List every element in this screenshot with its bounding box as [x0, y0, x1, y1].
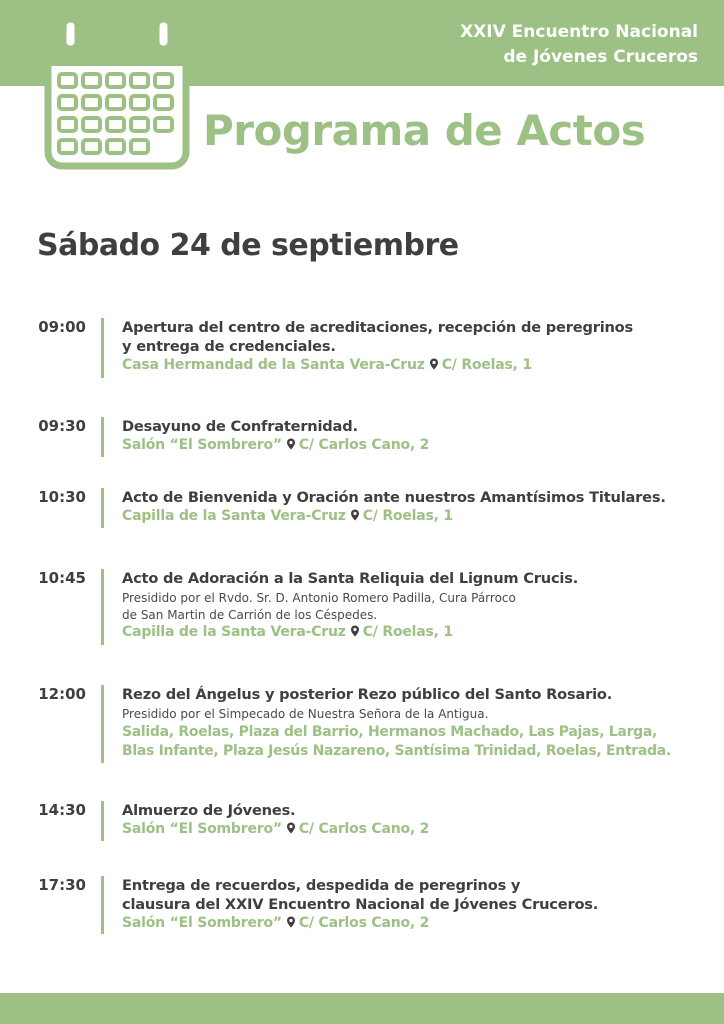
event-time: 10:45	[38, 569, 86, 587]
event-title-line1: XXIV Encuentro Nacional	[460, 22, 698, 42]
location-place: Casa Hermandad de la Santa Vera-Cruz	[122, 357, 425, 373]
timeline-bar	[101, 569, 104, 645]
event-time: 09:00	[38, 318, 86, 336]
event-name: Entrega de recuerdos, despedida de peregrinos y clausura del XXIV Encuentro Nacional de Jóvenes Cruceros.	[122, 877, 599, 913]
event-time: 17:30	[38, 876, 86, 894]
event-description: Presidido por el Simpecado de Nuestra Señora de la Antigua.	[122, 707, 489, 721]
location-pin-icon	[429, 358, 439, 370]
location-address: C/ Carlos Cano, 2	[298, 915, 430, 931]
timeline-bar	[101, 417, 104, 457]
location-place: Salón “El Sombrero”	[122, 821, 282, 837]
location-pin-icon	[286, 916, 296, 928]
event-name: Desayuno de Confraternidad.	[122, 418, 358, 435]
location-pin-icon	[286, 822, 296, 834]
event-title	[460, 20, 698, 70]
timeline-bar	[101, 876, 104, 934]
timeline-bar	[101, 318, 104, 378]
page-title: Programa de Actos	[203, 106, 646, 155]
event-time: 12:00	[38, 685, 86, 703]
location-address: C/ Roelas, 1	[362, 508, 453, 524]
event-name: Rezo del Ángelus y posterior Rezo público del Santo Rosario.	[122, 686, 613, 703]
location-address: C/ Roelas, 1	[362, 624, 453, 640]
procession-route: Salida, Roelas, Plaza del Barrio, Hermanos Machado, Las Pajas, Larga, Blas Infante, Plaza Jesús Nazareno, Santísima Trinidad, Roelas, Entrada.	[122, 723, 671, 759]
location-address: C/ Carlos Cano, 2	[298, 437, 430, 453]
event-location	[122, 356, 717, 375]
event-name: Acto de Adoración a la Santa Reliquia del Lignum Crucis.	[122, 570, 579, 587]
location-address: C/ Roelas, 1	[441, 357, 532, 373]
location-pin-icon	[286, 438, 296, 450]
event-name: Apertura del centro de acreditaciones, recepción de peregrinos y entrega de credenciales.	[122, 319, 633, 355]
location-place: Salón “El Sombrero”	[122, 915, 282, 931]
footer-band	[0, 993, 724, 1024]
timeline-bar	[101, 488, 104, 528]
event-description: Presidido por el Rvdo. Sr. D. Antonio Romero Padilla, Cura Párroco de San Martin de Carrión de los Céspedes.	[122, 591, 516, 622]
event-location	[122, 914, 717, 933]
event-location	[122, 507, 717, 526]
location-place: Salón “El Sombrero”	[122, 437, 282, 453]
location-place: Capilla de la Santa Vera-Cruz	[122, 624, 346, 640]
event-title-line2: de Jóvenes Cruceros	[503, 47, 698, 67]
timeline-bar	[101, 685, 104, 763]
location-place: Capilla de la Santa Vera-Cruz	[122, 508, 346, 524]
day-heading: Sábado 24 de septiembre	[37, 228, 459, 263]
event-time: 10:30	[38, 488, 86, 506]
event-location	[122, 820, 717, 839]
location-pin-icon	[350, 625, 360, 637]
event-location	[122, 436, 717, 455]
event-name: Acto de Bienvenida y Oración ante nuestros Amantísimos Titulares.	[122, 489, 666, 506]
timeline-bar	[101, 801, 104, 841]
location-pin-icon	[350, 509, 360, 521]
event-time: 09:30	[38, 417, 86, 435]
event-location	[122, 623, 717, 642]
calendar-icon	[44, 18, 190, 170]
location-address: C/ Carlos Cano, 2	[298, 821, 430, 837]
event-time: 14:30	[38, 801, 86, 819]
event-name: Almuerzo de Jóvenes.	[122, 802, 296, 819]
